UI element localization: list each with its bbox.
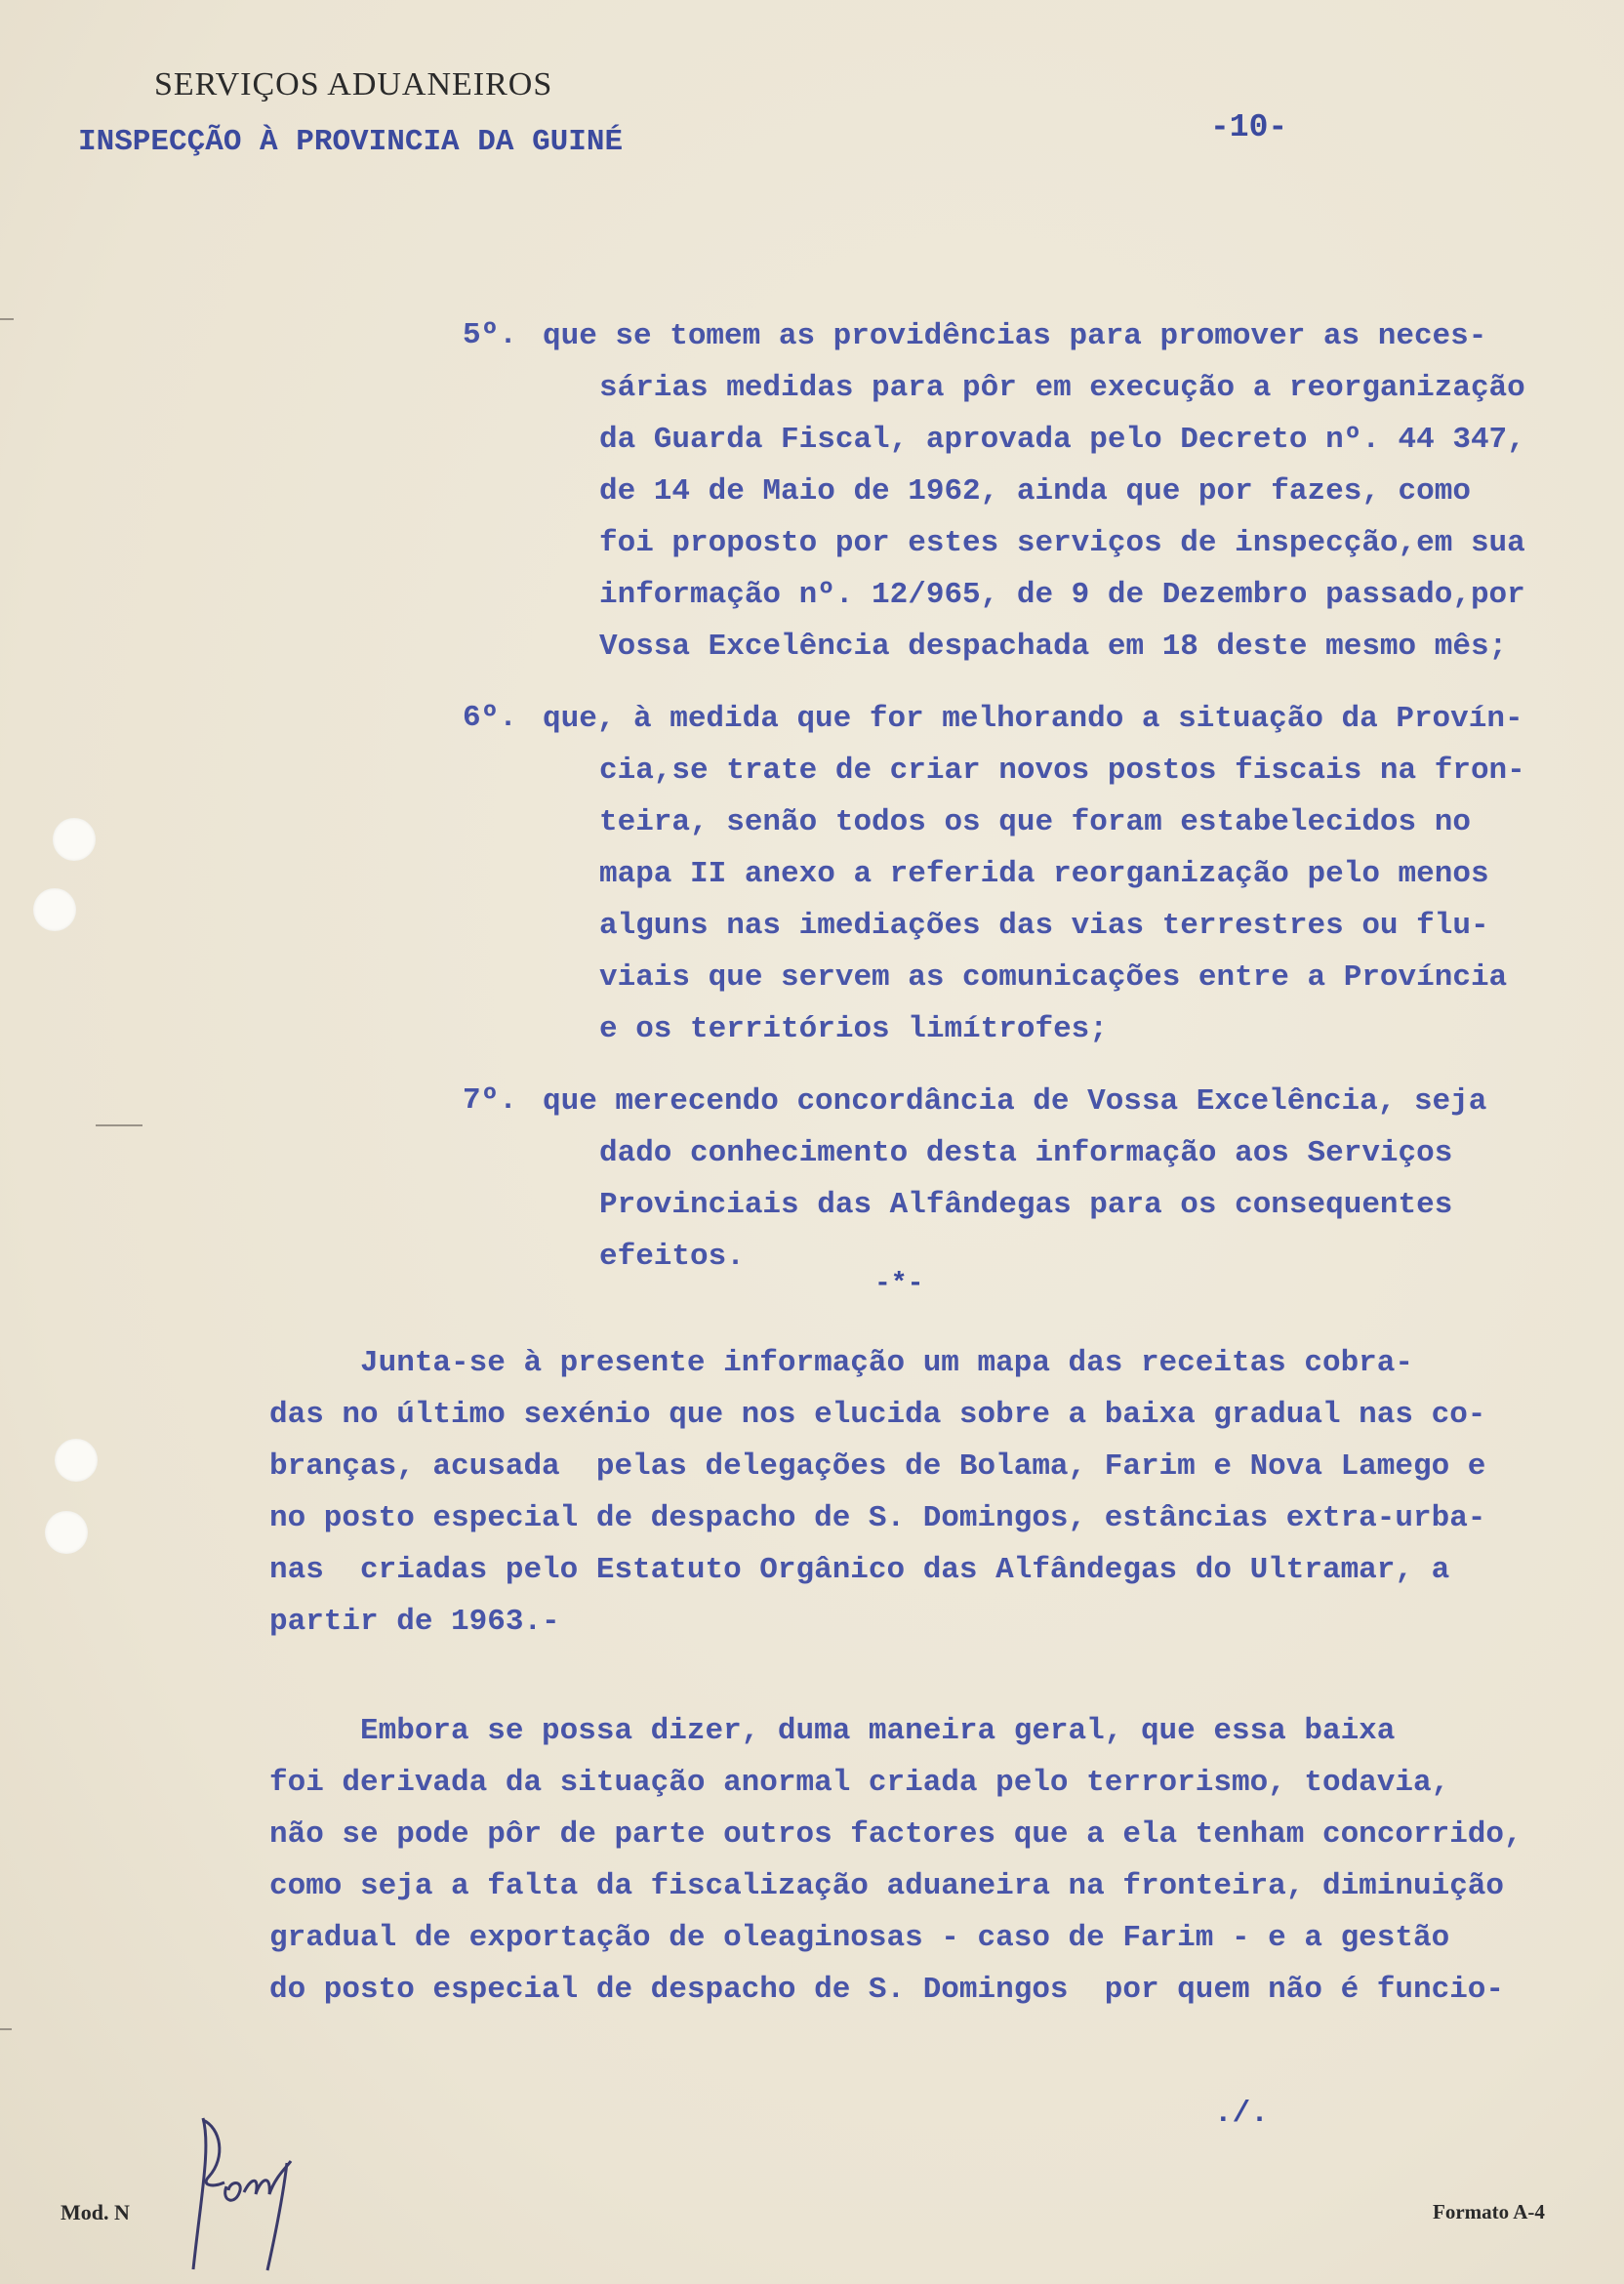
paragraph-line: no posto especial de despacho de S. Domingos, estâncias extra-urba-	[269, 1501, 1486, 1535]
paragraph-line: branças, acusada pelas delegações de Bolama, Farim e Nova Lamego e	[269, 1449, 1486, 1484]
item-line: dado conhecimento desta informação aos Serviços	[599, 1136, 1453, 1170]
punch-hole	[55, 1439, 98, 1482]
item-line: de 14 de Maio de 1962, ainda que por fazes, como	[599, 474, 1471, 509]
punch-hole	[33, 888, 76, 931]
header-org: SERVIÇOS ADUANEIROS	[154, 66, 553, 102]
signature	[182, 2108, 318, 2274]
paragraph-line: nas criadas pelo Estatuto Orgânico das Alfândegas do Ultramar, a	[269, 1553, 1450, 1587]
paragraph-line: foi derivada da situação anormal criada pelo terrorismo, todavia,	[269, 1766, 1450, 1800]
item-line: Vossa Excelência despachada em 18 deste mesmo mês;	[599, 630, 1508, 664]
paragraph-line: Junta-se à presente informação um mapa das receitas cobra-	[269, 1346, 1413, 1380]
punch-hole	[53, 818, 96, 861]
section-separator: -*-	[874, 1269, 924, 1299]
paragraph-line: como seja a falta da fiscalização aduaneira na fronteira, diminuição	[269, 1869, 1505, 1903]
item-line: foi proposto por estes serviços de inspecção,em sua	[599, 526, 1525, 560]
item-line: cia,se trate de criar novos postos fiscais na fron-	[599, 754, 1525, 788]
margin-tick	[0, 318, 14, 320]
page-number: -10-	[1210, 109, 1288, 145]
header-subtitle: INSPECÇÃO À PROVINCIA DA GUINÉ	[78, 125, 624, 159]
paragraph-line: das no último sexénio que nos elucida sobre a baixa gradual nas co-	[269, 1398, 1486, 1432]
item-line: efeitos.	[599, 1240, 745, 1274]
punch-hole	[45, 1511, 88, 1554]
item-line: e os territórios limítrofes;	[599, 1012, 1108, 1046]
item-line: da Guarda Fiscal, aprovada pelo Decreto nº. 44 347,	[599, 423, 1525, 457]
margin-tick	[0, 2028, 12, 2030]
margin-tick	[96, 1124, 142, 1126]
item-number: 5º.	[463, 318, 517, 352]
footer-model: Mod. N	[61, 2200, 130, 2224]
paragraph-line: gradual de exportação de oleaginosas - caso de Farim - e a gestão	[269, 1921, 1450, 1955]
item-line: Provinciais das Alfândegas para os consequentes	[599, 1188, 1453, 1222]
item-line: que merecendo concordância de Vossa Excelência, seja	[543, 1084, 1487, 1119]
paragraph-line: do posto especial de despacho de S. Domingos por quem não é funcio-	[269, 1973, 1505, 2007]
item-line: que se tomem as providências para promover as neces-	[543, 319, 1487, 353]
item-line: teira, senão todos os que foram estabelecidos no	[599, 805, 1471, 839]
paragraph-line: Embora se possa dizer, duma maneira geral, que essa baixa	[269, 1714, 1396, 1748]
item-number: 6º.	[463, 701, 517, 735]
item-line: informação nº. 12/965, de 9 de Dezembro passado,por	[599, 578, 1525, 612]
paragraph-line: não se pode pôr de parte outros factores que a ela tenham concorrido,	[269, 1817, 1522, 1852]
footer-format: Formato A-4	[1433, 2200, 1545, 2223]
item-line: mapa II anexo a referida reorganização pelo menos	[599, 857, 1489, 891]
item-line: alguns nas imediações das vias terrestres ou flu-	[599, 909, 1489, 943]
item-line: viais que servem as comunicações entre a Província	[599, 960, 1508, 995]
paragraph-line: partir de 1963.-	[269, 1605, 560, 1639]
item-line: que, à medida que for melhorando a situação da Provín-	[543, 702, 1523, 736]
continuation-mark: ./.	[1214, 2097, 1269, 2131]
item-number: 7º.	[463, 1083, 517, 1118]
item-line: sárias medidas para pôr em execução a reorganização	[599, 371, 1525, 405]
